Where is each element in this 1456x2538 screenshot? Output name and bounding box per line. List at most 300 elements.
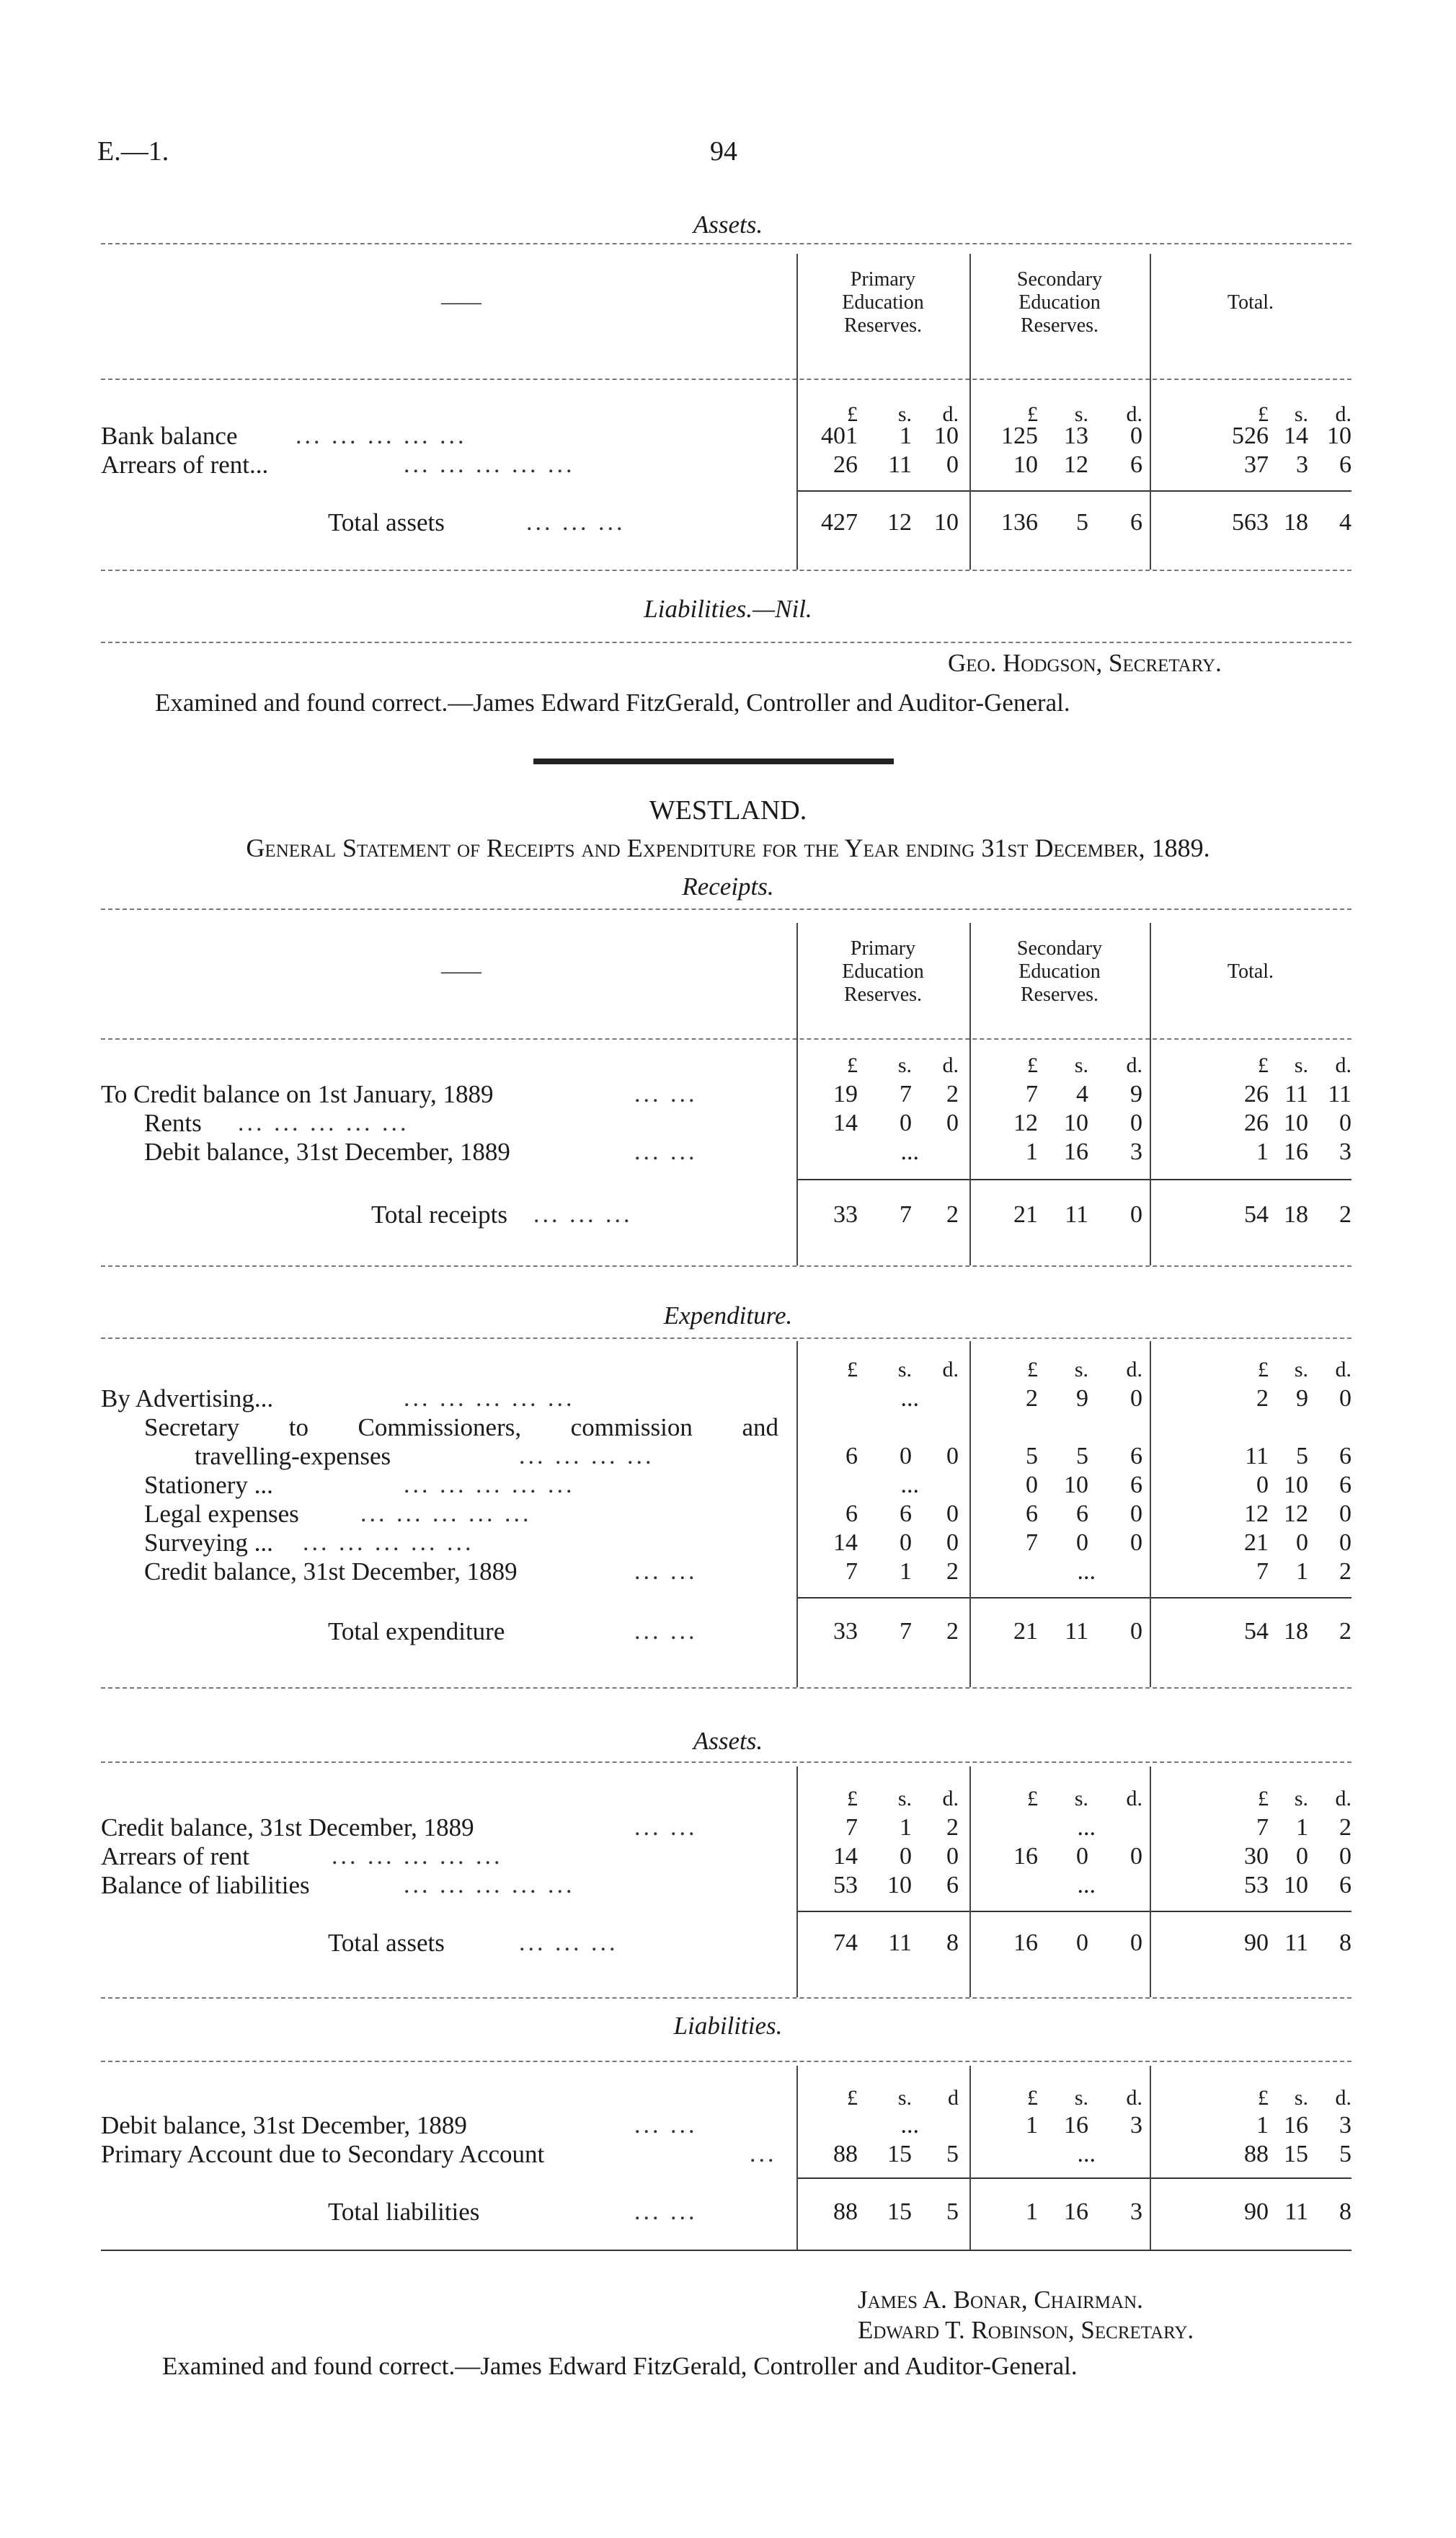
amount-cell: 0 (1076, 1843, 1088, 1870)
amount-cell: 2 (1026, 1385, 1038, 1412)
unit-label: d. (1126, 1053, 1142, 1077)
amount-cell: 90 (1244, 1929, 1269, 1956)
unit-label: d. (1335, 2086, 1351, 2110)
amount-cell: 7 (1026, 1081, 1038, 1107)
unit-label: £ (1258, 1358, 1269, 1381)
amount-cell: 0 (1130, 1500, 1142, 1527)
amount-cell: 11 (1284, 1081, 1308, 1107)
amount-cell: 2 (1339, 1814, 1351, 1841)
unit-label: s. (1294, 1358, 1308, 1381)
amount-cell: 6 (845, 1443, 858, 1469)
amount-cell: 6 (845, 1500, 858, 1527)
amount-cell: 11 (1284, 2198, 1308, 2225)
unit-label: £ (847, 2086, 858, 2110)
amount-cell: 0 (1130, 423, 1142, 449)
amount-cell: 9 (1296, 1385, 1308, 1412)
amount-cell: 5 (1076, 509, 1088, 536)
amount-cell: 0 (1130, 1110, 1142, 1136)
total-label: Total assets (328, 508, 445, 536)
amount-cell: 11 (1065, 1618, 1088, 1645)
unit-label: £ (847, 1358, 858, 1381)
amount-cell: 1 (1256, 2112, 1269, 2139)
leader-dots: ... ... (634, 2112, 698, 2139)
amount-cell: 3 (1130, 1138, 1142, 1165)
leader-dots: ... ... (634, 1814, 698, 1841)
amount-cell: 16 (1284, 2112, 1308, 2139)
leader-dots: ... ... ... (526, 509, 626, 536)
amount-cell: 21 (1013, 1201, 1038, 1228)
row-label: Debit balance, 31st December, 1889 (144, 1138, 510, 1166)
unit-label: £ (1258, 1053, 1269, 1077)
subtotal-rule (796, 1911, 1351, 1912)
amount-cell: 6 (1339, 1872, 1351, 1898)
amount-cell: ... (900, 1385, 919, 1412)
amount-cell: 11 (888, 451, 912, 478)
amount-cell: 6 (1130, 1443, 1142, 1469)
unit-label: d. (1126, 1787, 1142, 1810)
amount-cell: 0 (900, 1110, 912, 1136)
amount-cell: 125 (1001, 423, 1038, 449)
unit-label: d. (1126, 2086, 1142, 2110)
section-title: Assets. (693, 211, 763, 239)
page-number: 94 (710, 136, 737, 167)
amount-cell: 88 (1244, 2141, 1269, 2167)
amount-cell: 10 (1327, 423, 1351, 449)
amount-cell: 14 (833, 1529, 858, 1556)
amount-cell: 7 (900, 1618, 912, 1645)
amount-cell: 3 (1130, 2198, 1142, 2225)
amount-cell: 16 (1284, 1138, 1308, 1165)
leader-dots: ... ... (634, 1138, 698, 1165)
total-label: Total assets (328, 1929, 445, 1957)
amount-cell: 5 (946, 2198, 959, 2225)
amount-cell: 0 (1026, 1472, 1038, 1498)
amount-cell: 3 (1130, 2112, 1142, 2139)
amount-cell: ... (1077, 1558, 1096, 1585)
table-bottom-rule (101, 2250, 1351, 2251)
amount-cell: 2 (1339, 1558, 1351, 1585)
unit-label: s. (1294, 1053, 1308, 1077)
subtotal-rule (796, 1179, 1351, 1180)
column-header-total: Total. (1227, 960, 1274, 983)
unit-label: s. (1074, 402, 1088, 426)
amount-cell: 6 (1130, 451, 1142, 478)
amount-cell: 14 (833, 1110, 858, 1136)
amount-cell: 30 (1244, 1843, 1269, 1870)
amount-cell: 14 (1284, 423, 1308, 449)
amount-cell: 5 (1296, 1443, 1308, 1469)
amount-cell: 10 (1284, 1872, 1308, 1898)
amount-cell: ... (1077, 1814, 1096, 1841)
section-divider (533, 759, 894, 764)
unit-label: s. (1074, 1358, 1088, 1381)
statement-title: General Statement of Receipts and Expenditure for the Year ending 31st December, 1889. (246, 834, 1210, 862)
liabilities-title: Liabilities. (673, 2012, 783, 2040)
column-rule (796, 1341, 798, 1687)
amount-cell: 8 (1339, 2198, 1351, 2225)
header-rule (101, 1038, 1351, 1040)
amount-cell: 6 (946, 1872, 959, 1898)
column-header-total: Total. (1227, 291, 1274, 314)
amount-cell: 74 (833, 1929, 858, 1956)
amount-cell: 11 (888, 1929, 912, 1956)
divider-rule (101, 642, 1351, 643)
column-header-primary: Reserves. (843, 983, 923, 1006)
amount-cell: 88 (833, 2141, 858, 2167)
unit-label: s. (897, 1358, 912, 1381)
leader-dots: ... ... ... ... ... (404, 451, 575, 478)
leader-dots: ... ... (634, 2198, 698, 2225)
amount-cell: 8 (946, 1929, 959, 1956)
column-header-dash: —— (441, 960, 481, 983)
row-label: Primary Account due to Secondary Account (101, 2140, 545, 2168)
amount-cell: 6 (1130, 509, 1142, 536)
amount-cell: 1 (1026, 2198, 1038, 2225)
column-header-primary: Education (842, 291, 924, 314)
amount-cell: 18 (1284, 1201, 1308, 1228)
amount-cell: 3 (1339, 2112, 1351, 2139)
table-top-rule (101, 1337, 1351, 1339)
amount-cell: 53 (833, 1872, 858, 1898)
amount-cell: 0 (1076, 1529, 1088, 1556)
row-label: Balance of liabilities (101, 1871, 310, 1899)
unit-label: £ (847, 1053, 858, 1077)
total-label: Total liabilities (328, 2198, 480, 2226)
leader-dots: ... ... ... (533, 1201, 633, 1228)
unit-label: s. (1294, 1787, 1308, 1810)
unit-label: d. (1335, 1053, 1351, 1077)
amount-cell: 10 (1064, 1472, 1088, 1498)
unit-label: s. (897, 402, 912, 426)
amount-cell: 0 (1296, 1529, 1308, 1556)
amount-cell: 12 (1064, 451, 1088, 478)
column-rule (1150, 2066, 1151, 2250)
amount-cell: 16 (1013, 1843, 1038, 1870)
table-bottom-rule (101, 1997, 1351, 1999)
leader-dots: ... ... ... ... ... (303, 1529, 474, 1556)
amount-cell: 90 (1244, 2198, 1269, 2225)
row-label: Arrears of rent (101, 1842, 250, 1870)
row-label: Legal expenses (144, 1500, 299, 1528)
amount-cell: 33 (833, 1618, 858, 1645)
leader-dots: ... ... (634, 1558, 698, 1585)
amount-cell: ... (900, 1138, 919, 1165)
column-rule (969, 2066, 971, 2250)
amount-cell: 0 (1076, 1929, 1088, 1956)
amount-cell: 2 (1339, 1201, 1351, 1228)
column-rule (796, 254, 798, 570)
amount-cell: 6 (1339, 451, 1351, 478)
column-rule (969, 923, 971, 1265)
leader-dots: ... ... ... ... ... (360, 1500, 532, 1527)
leader-dots: ... ... ... ... ... (296, 423, 467, 449)
column-header-secondary: Reserves. (1020, 314, 1099, 337)
amount-cell: 0 (1130, 1201, 1142, 1228)
column-header-secondary: Secondary (1016, 268, 1103, 291)
leader-dots: ... ... (634, 1081, 698, 1107)
column-rule (1150, 254, 1151, 570)
amount-cell: 0 (1296, 1843, 1308, 1870)
amount-cell: 1 (900, 1814, 912, 1841)
amount-cell: 12 (1013, 1110, 1038, 1136)
unit-label: d. (1335, 1787, 1351, 1810)
column-header-primary: Primary (850, 268, 916, 291)
amount-cell: 10 (1064, 1110, 1088, 1136)
unit-label: s. (1074, 2086, 1088, 2110)
amount-cell: 11 (1284, 1929, 1308, 1956)
amount-cell: 0 (1130, 1618, 1142, 1645)
amount-cell: 7 (1256, 1558, 1269, 1585)
unit-label: £ (1258, 2086, 1269, 2110)
unit-label: s. (897, 2086, 912, 2110)
amount-cell: 1 (900, 423, 912, 449)
unit-label: £ (847, 1787, 858, 1810)
column-header-secondary: Education (1018, 291, 1101, 314)
amount-cell: 0 (1130, 1529, 1142, 1556)
amount-cell: 3 (1339, 1138, 1351, 1165)
column-rule (969, 1767, 971, 1997)
amount-cell: 10 (934, 423, 959, 449)
unit-label: d. (942, 1358, 959, 1381)
table-top-rule (101, 243, 1351, 244)
amount-cell: 7 (845, 1558, 858, 1585)
amount-cell: 10 (1284, 1110, 1308, 1136)
unit-label: d. (1335, 402, 1351, 426)
amount-cell: 0 (1339, 1500, 1351, 1527)
amount-cell: 0 (946, 1500, 959, 1527)
row-label: Credit balance, 31st December, 1889 (101, 1813, 474, 1841)
amount-cell: 2 (946, 1814, 959, 1841)
row-label: Secretary to Commissioners, commission and (144, 1413, 778, 1441)
amount-cell: 0 (946, 1443, 959, 1469)
unit-label: s. (897, 1053, 912, 1077)
amount-cell: 0 (1130, 1929, 1142, 1956)
amount-cell: ... (1077, 1872, 1096, 1898)
amount-cell: 88 (833, 2198, 858, 2225)
amount-cell: 0 (946, 1843, 959, 1870)
amount-cell: 37 (1244, 451, 1269, 478)
amount-cell: 0 (1130, 1385, 1142, 1412)
column-header-primary: Education (842, 960, 924, 983)
amount-cell: 11 (1328, 1081, 1351, 1107)
amount-cell: 16 (1064, 1138, 1088, 1165)
amount-cell: 26 (833, 451, 858, 478)
unit-label: d. (942, 402, 959, 426)
amount-cell: 7 (900, 1201, 912, 1228)
amount-cell: 8 (1339, 1929, 1351, 1956)
amount-cell: 6 (900, 1500, 912, 1527)
secretary-signature: Edward T. Robinson, Secretary. (858, 2316, 1194, 2344)
examined-line: Examined and found correct.—James Edward FitzGerald, Controller and Auditor-General. (162, 2352, 1078, 2380)
amount-cell: 33 (833, 1201, 858, 1228)
amount-cell: 1 (1026, 1138, 1038, 1165)
amount-cell: 1 (900, 1558, 912, 1585)
amount-cell: 5 (946, 2141, 959, 2167)
unit-label: d. (1126, 1358, 1142, 1381)
amount-cell: 10 (934, 509, 959, 536)
unit-label: d. (942, 1053, 959, 1077)
amount-cell: 6 (1076, 1500, 1088, 1527)
amount-cell: 16 (1064, 2198, 1088, 2225)
amount-cell: 14 (833, 1843, 858, 1870)
amount-cell: 2 (946, 1558, 959, 1585)
amount-cell: 9 (1076, 1385, 1088, 1412)
table-top-rule (101, 1761, 1351, 1763)
unit-label: s. (1294, 402, 1308, 426)
column-rule (796, 1767, 798, 1997)
row-label: Surveying ... (144, 1529, 273, 1557)
leader-dots: ... ... ... ... ... (238, 1110, 409, 1136)
column-header-primary: Reserves. (843, 314, 923, 337)
subtotal-rule (796, 1597, 1351, 1599)
chairman-signature: James A. Bonar, Chairman. (858, 2286, 1143, 2314)
unit-label: d. (1126, 402, 1142, 426)
amount-cell: 4 (1076, 1081, 1088, 1107)
leader-dots: ... ... ... ... (519, 1443, 654, 1469)
amount-cell: 10 (887, 1872, 912, 1898)
amount-cell: 11 (1245, 1443, 1269, 1469)
leader-dots: ... ... ... (519, 1929, 618, 1956)
unit-label: s. (1074, 1053, 1088, 1077)
amount-cell: 7 (900, 1081, 912, 1107)
amount-cell: ... (1077, 2141, 1096, 2167)
amount-cell: 6 (1026, 1500, 1038, 1527)
amount-cell: 526 (1232, 423, 1269, 449)
column-rule (796, 2066, 798, 2250)
table-top-rule (101, 2061, 1351, 2062)
column-rule (796, 923, 798, 1265)
amount-cell: 13 (1064, 423, 1088, 449)
unit-label: £ (1027, 1053, 1038, 1077)
amount-cell: 9 (1130, 1081, 1142, 1107)
table-top-rule (101, 908, 1351, 910)
amount-cell: ... (900, 2112, 919, 2139)
row-label: Arrears of rent... (101, 451, 269, 479)
amount-cell: 0 (900, 1443, 912, 1469)
amount-cell: 1 (1296, 1558, 1308, 1585)
expenditure-title: Expenditure. (663, 1301, 793, 1330)
amount-cell: 15 (887, 2198, 912, 2225)
amount-cell: 2 (1339, 1618, 1351, 1645)
column-rule (1150, 923, 1151, 1265)
row-label: Stationery ... (144, 1471, 273, 1499)
amount-cell: 12 (1284, 1500, 1308, 1527)
amount-cell: 0 (946, 1529, 959, 1556)
amount-cell: 6 (1339, 1472, 1351, 1498)
amount-cell: 4 (1339, 509, 1351, 536)
amount-cell: 54 (1244, 1201, 1269, 1228)
row-label: travelling-expenses (195, 1442, 391, 1470)
table-bottom-rule (101, 1687, 1351, 1689)
amount-cell: 16 (1013, 1929, 1038, 1956)
amount-cell: 0 (900, 1843, 912, 1870)
total-label: Total receipts (371, 1201, 507, 1229)
page-reference: E.—1. (97, 136, 169, 167)
amount-cell: 12 (1244, 1500, 1269, 1527)
unit-label: £ (1027, 1787, 1038, 1810)
leader-dots: ... ... ... ... ... (332, 1843, 503, 1870)
row-label: Credit balance, 31st December, 1889 (144, 1557, 518, 1586)
amount-cell: 12 (887, 509, 912, 536)
row-label: To Credit balance on 1st January, 1889 (101, 1080, 494, 1108)
amount-cell: 0 (1339, 1110, 1351, 1136)
amount-cell: 21 (1013, 1618, 1038, 1645)
table-bottom-rule (101, 1265, 1351, 1267)
unit-label: £ (1027, 402, 1038, 426)
amount-cell: 53 (1244, 1872, 1269, 1898)
amount-cell: 0 (946, 451, 959, 478)
amount-cell: 1 (1296, 1814, 1308, 1841)
leader-dots: ... ... ... ... ... (404, 1872, 575, 1898)
unit-label: d. (1335, 1358, 1351, 1381)
amount-cell: 0 (1339, 1385, 1351, 1412)
unit-label: s. (1294, 2086, 1308, 2110)
unit-label: £ (1027, 1358, 1038, 1381)
amount-cell: 15 (1284, 2141, 1308, 2167)
amount-cell: 5 (1076, 1443, 1088, 1469)
westland-title: WESTLAND. (649, 795, 807, 826)
leader-dots: ... ... (634, 1618, 698, 1645)
leader-dots: ... ... ... ... ... (404, 1385, 575, 1412)
amount-cell: 0 (1339, 1529, 1351, 1556)
amount-cell: 136 (1001, 509, 1038, 536)
amount-cell: 6 (1339, 1443, 1351, 1469)
leader-dots: ... ... ... ... ... (404, 1472, 575, 1498)
amount-cell: 26 (1244, 1110, 1269, 1136)
amount-cell: 10 (1284, 1472, 1308, 1498)
amount-cell: 563 (1232, 509, 1269, 536)
amount-cell: 0 (900, 1529, 912, 1556)
amount-cell: 5 (1339, 2141, 1351, 2167)
unit-label: s. (897, 1787, 912, 1810)
column-header-dash: —— (441, 291, 481, 314)
unit-label: d. (942, 1787, 959, 1810)
amount-cell: 21 (1244, 1529, 1269, 1556)
unit-label: £ (847, 402, 858, 426)
amount-cell: 2 (1256, 1385, 1269, 1412)
amount-cell: 10 (1013, 451, 1038, 478)
column-header-secondary: Reserves. (1020, 983, 1099, 1006)
row-label: By Advertising... (101, 1384, 274, 1412)
table-bottom-rule (101, 570, 1351, 571)
unit-label: £ (1027, 2086, 1038, 2110)
column-header-primary: Primary (850, 937, 916, 960)
column-rule (1150, 1767, 1151, 1997)
row-label: Bank balance (101, 422, 238, 450)
amount-cell: 3 (1296, 451, 1308, 478)
row-label: Rents (144, 1109, 202, 1137)
secretary-signature: Geo. Hodgson, Secretary. (948, 649, 1222, 677)
amount-cell: 15 (887, 2141, 912, 2167)
amount-cell: 11 (1065, 1201, 1088, 1228)
examined-line: Examined and found correct.—James Edward FitzGerald, Controller and Auditor-General. (155, 689, 1070, 717)
amount-cell: 0 (1256, 1472, 1269, 1498)
amount-cell: 1 (1026, 2112, 1038, 2139)
amount-cell: 7 (1026, 1529, 1038, 1556)
column-header-secondary: Education (1018, 960, 1101, 983)
liabilities-nil: Liabilities.—Nil. (644, 595, 812, 623)
column-rule (969, 1341, 971, 1687)
subtotal-rule (796, 490, 1351, 492)
column-rule (1150, 1341, 1151, 1687)
unit-label: s. (1074, 1787, 1088, 1810)
amount-cell: 6 (1130, 1472, 1142, 1498)
unit-label: £ (1258, 402, 1269, 426)
total-label: Total expenditure (328, 1617, 505, 1645)
row-label: Debit balance, 31st December, 1889 (101, 2111, 467, 2139)
amount-cell: 7 (845, 1814, 858, 1841)
amount-cell: 2 (946, 1081, 959, 1107)
